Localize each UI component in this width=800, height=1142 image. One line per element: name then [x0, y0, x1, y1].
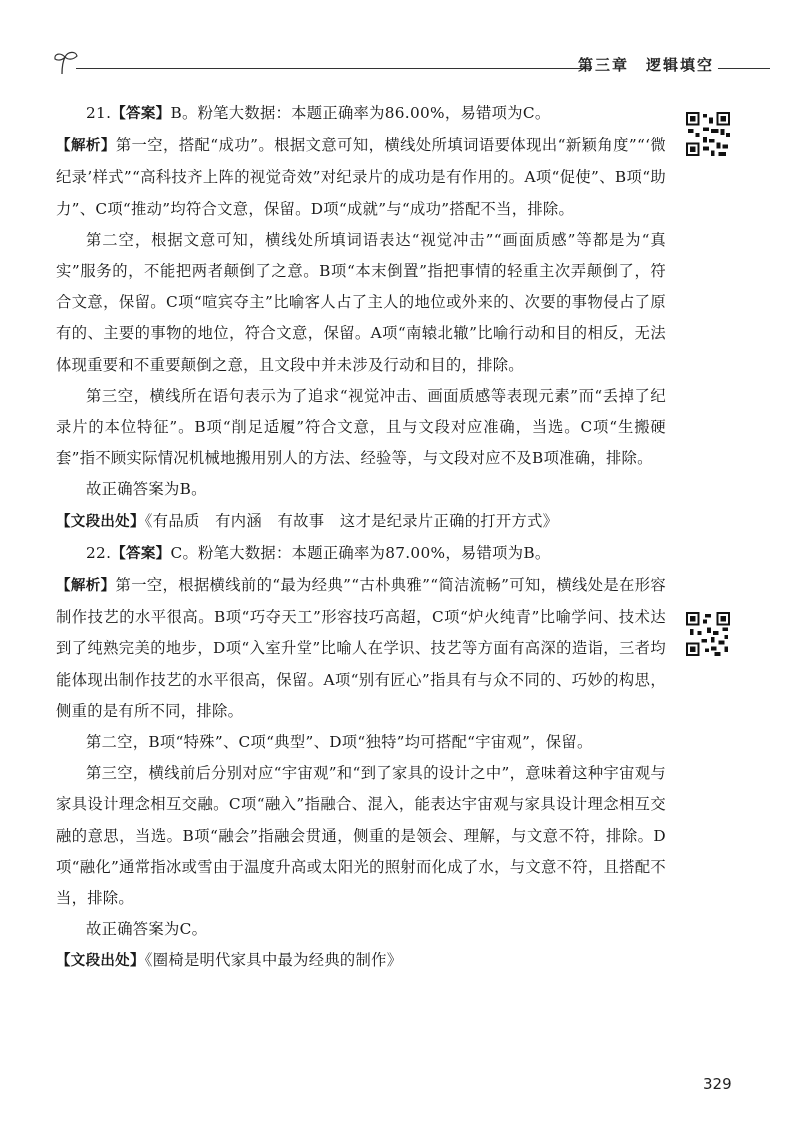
analysis-tag: 【解析】	[56, 138, 116, 155]
analysis-tag: 【解析】	[56, 578, 116, 595]
page-content	[56, 98, 666, 978]
q22-answer: 22.【答案】C。粉笔大数据：本题正确率为87.00%，易错项为B。	[86, 543, 551, 562]
q22-analysis-1	[56, 570, 666, 727]
source-text: 《有品质 有内涵 有故事 这才是纪录片正确的打开方式》	[144, 511, 559, 530]
header-rule-left	[76, 68, 592, 69]
q21-analysis-1	[56, 130, 666, 225]
qr-code-icon[interactable]	[684, 110, 732, 158]
q21-analysis-3: 第三空，横线所在语句表示为了追求“视觉冲击、画面质感等表现元素”而“丢掉了纪录片的本位特征”。B项“削足适履”符合文意，且与文段对应准确，当选。C项“生搬硬套”指不顾实际情况机械地搬用别人的方法、经验等，与文段对应不及B项准确，排除。	[56, 386, 666, 468]
analysis-text: 第一空，根据横线前的“最为经典”“古朴典雅”“简洁流畅”可知，横线处是在形容制作技艺的水平很高。B项“巧夺天工”形容技巧高超，C项“炉火纯青”比喻学问、技术达到了纯熟完美的地步，D项“入室升堂”比喻人在学识、技艺等方面有高深的造诣，三者均能体现出制作技艺的水平很高，保留。A项“别有匠心”指具有与众不同的、巧妙的构思，侧重的是有所不同，排除。	[56, 576, 667, 720]
source-tag: 【文段出处】	[56, 953, 145, 970]
q21-answer: 21.【答案】B。粉笔大数据：本题正确率为86.00%，易错项为C。	[86, 104, 551, 122]
answer-tag: 【答案】	[111, 106, 171, 122]
source-tag: 【文段出处】	[56, 513, 145, 530]
analysis-text: 第一空，搭配“成功”。根据文意可知，横线处所填词语要体现出“新颖角度”“‘微纪录’样式”“高科技齐上阵的视觉奇效”对纪录片的成功是有作用的。A项“促使”、B项“助力”、C项“推动”均符合文意，保留。D项“成就”与“成功”搭配不当，排除。	[56, 136, 666, 218]
q21-source	[56, 506, 666, 538]
q22-conclusion: 故正确答案为C。	[86, 920, 208, 939]
chapter-title: 第三章 逻辑填空	[577, 56, 714, 74]
page-header	[52, 50, 770, 80]
q22-analysis-3: 第三空，横线前后分别对应“宇宙观”和“到了家具的设计之中”，意味着这种宇宙观与家具设计理念相互交融。C项“融入”指融合、混入，能表达宇宙观与家具设计理念相互交融的意思，当选。B项“融会”指融会贯通，侧重的是领会、理解，与文意不符，排除。D项“融化”通常指冰或雪由于温度升高或太阳光的照射而化成了水，与文意不符，且搭配不当，排除。	[56, 764, 666, 908]
q22-analysis-2: 第二空，B项“特殊”、C项“典型”、D项“独特”均可搭配“宇宙观”，保留。	[86, 733, 593, 752]
answer-tag: 【答案】	[111, 545, 171, 562]
sprout-icon	[52, 50, 82, 76]
qr-code-icon[interactable]	[684, 610, 732, 658]
answer-text: C。粉笔大数据：本题正确率为87.00%，易错项为B。	[170, 543, 551, 562]
q22-source	[56, 945, 666, 977]
source-text: 《圈椅是明代家具中最为经典的制作》	[144, 951, 403, 970]
answer-text: B。粉笔大数据：本题正确率为86.00%，易错项为C。	[170, 104, 551, 122]
header-rule-right	[718, 68, 770, 69]
page-number: 329	[703, 1075, 732, 1093]
q21-analysis-2: 第二空，根据文意可知，横线处所填词语表达“视觉冲击”“画面质感”等都是为“真实”服务的，不能把两者颠倒了之意。B项“本末倒置”指把事情的轻重主次弄颠倒了，符合文意，保留。C项“喧宾夺主”比喻客人占了主人的地位或外来的、次要的事物侵占了原有的、主要的事物的地位，符合文意，保留。A项“南辕北辙”比喻行动和目的相反，无法体现重要和不重要颠倒之意，且文段中并未涉及行动和目的，排除。	[56, 230, 666, 374]
q21-conclusion: 故正确答案为B。	[86, 480, 207, 499]
